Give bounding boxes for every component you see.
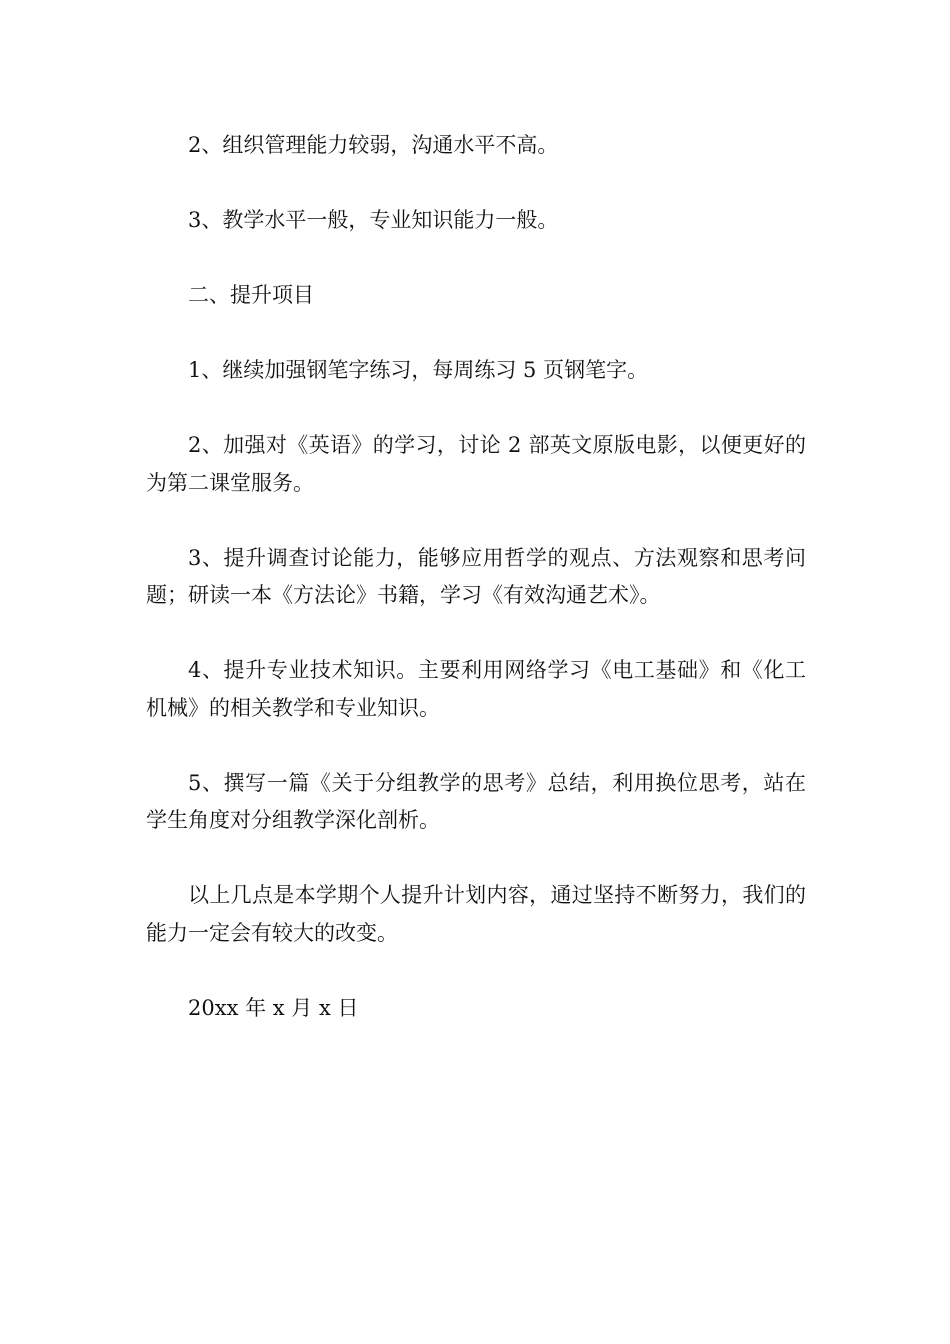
document-date: 20xx 年 x 月 x 日 [188,995,359,1020]
paragraph-item-4: 4、提升专业技术知识。主要利用网络学习《电工基础》和《化工机械》的相关教学和专业知识。 [146,658,806,720]
paragraph-weakness-3: 3、教学水平一般，专业知识能力一般。 [188,208,559,232]
paragraph-item-1: 1、继续加强钢笔字练习，每周练习 5 页钢笔字。 [188,358,649,382]
document-body [146,127,806,1027]
section-heading-improvement: 二、提升项目 [188,283,314,307]
paragraph-conclusion: 以上几点是本学期个人提升计划内容，通过坚持不断努力，我们的能力一定会有较大的改变。 [146,883,806,945]
paragraph-weakness-2: 2、组织管理能力较弱，沟通水平不高。 [188,133,559,157]
paragraph-item-2: 2、加强对《英语》的学习，讨论 2 部英文原版电影，以便更好的为第二课堂服务。 [146,433,806,495]
paragraph-item-5: 5、撰写一篇《关于分组教学的思考》总结，利用换位思考，站在学生角度对分组教学深化剖析。 [146,770,806,832]
paragraph-item-3: 3、提升调查讨论能力，能够应用哲学的观点、方法观察和思考问题；研读一本《方法论》书籍，学习《有效沟通艺术》。 [146,545,806,607]
